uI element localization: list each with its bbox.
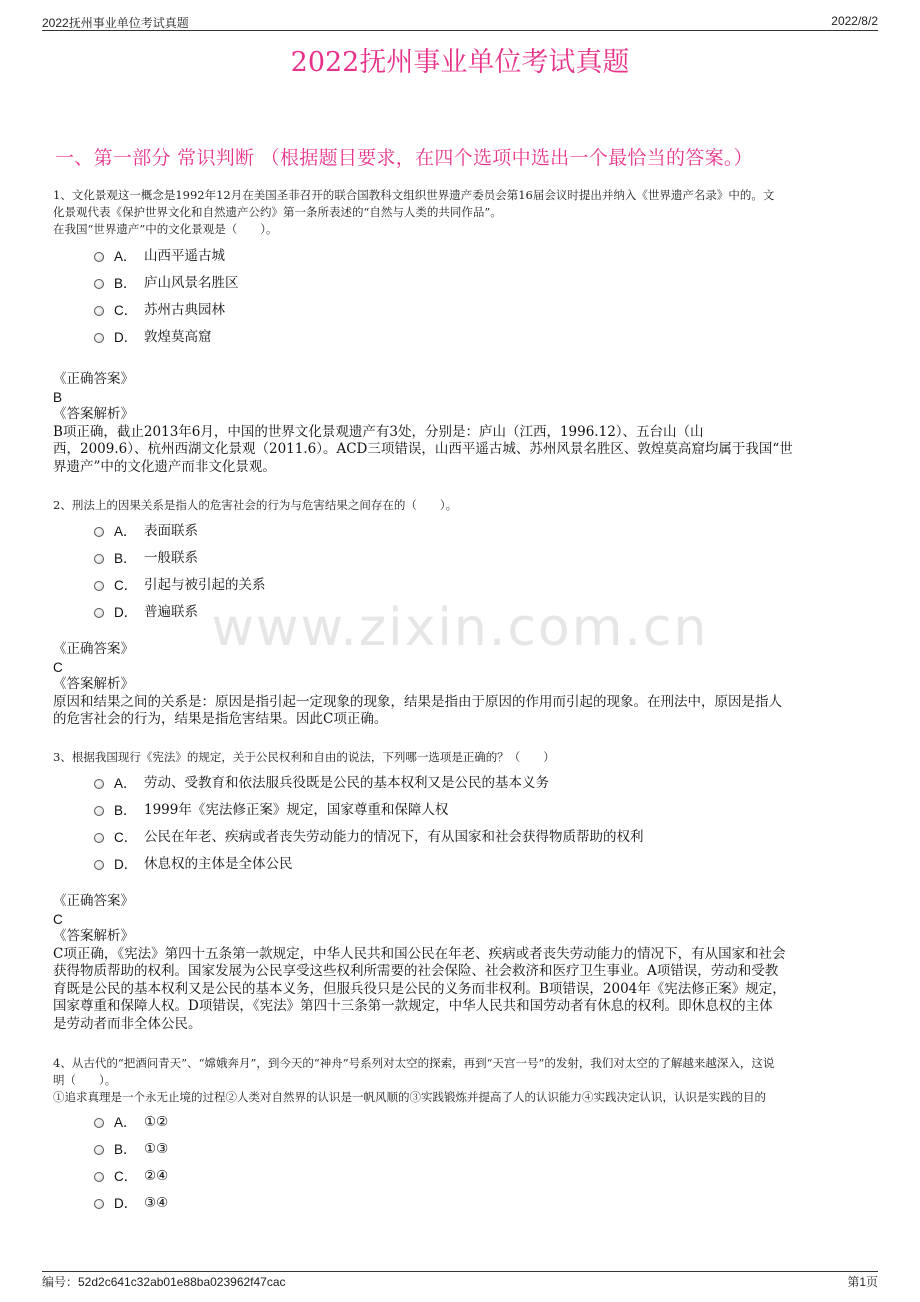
question-2 <box>53 497 866 626</box>
option-letter: C． <box>114 1169 138 1184</box>
radio-button-icon[interactable] <box>94 1172 104 1182</box>
watermark: www.zixin.com.cn <box>211 598 709 658</box>
option-b[interactable] <box>53 1136 866 1163</box>
analysis-line: 获得物质帮助的权利。国家发展为公民享受这些权利所需要的社会保险、社会救济和医疗卫生事业。A项错误，劳动和受教 <box>53 963 779 979</box>
option-letter: D． <box>114 857 138 872</box>
radio-button-icon[interactable] <box>94 279 104 289</box>
option-letter: D． <box>114 605 138 620</box>
option-text: ②④ <box>144 1168 169 1184</box>
analysis-line: 界遗产”中的文化遗产而非文化景观。 <box>53 458 276 475</box>
option-letter: A． <box>114 524 137 539</box>
question-4 <box>53 1055 866 1217</box>
option-letter: C． <box>114 303 138 318</box>
radio-button-icon[interactable] <box>94 554 104 564</box>
radio-button-icon[interactable] <box>94 1199 104 1209</box>
option-a[interactable] <box>53 1109 866 1136</box>
option-d[interactable] <box>53 599 866 626</box>
option-list <box>53 243 866 351</box>
correct-answer-label: 《正确答案》 <box>53 641 134 657</box>
option-text: 苏州古典园林 <box>144 302 225 318</box>
radio-button-icon[interactable] <box>94 860 104 870</box>
analysis-line: 的危害社会的行为，结果是指危害结果。因此C项正确。 <box>53 711 388 727</box>
question-1 <box>53 187 866 351</box>
option-text: 庐山风景名胜区 <box>144 275 239 291</box>
option-text: 引起与被引起的关系 <box>144 577 266 593</box>
option-letter: D． <box>114 330 138 345</box>
analysis-line: 国家尊重和保障人权。D项错误，《宪法》第四十三条第一款规定，中华人民共和国劳动者有休息的权利。即休息权的主体 <box>53 998 773 1014</box>
option-text: ①② <box>144 1114 169 1130</box>
option-text: 休息权的主体是全体公民 <box>144 856 293 872</box>
page-footer <box>42 1271 878 1290</box>
option-text: 敦煌莫高窟 <box>144 329 212 345</box>
option-d[interactable] <box>53 324 866 351</box>
question-stem <box>53 497 866 514</box>
option-text: ①③ <box>144 1141 169 1157</box>
radio-button-icon[interactable] <box>94 833 104 843</box>
option-letter: B． <box>114 1142 137 1157</box>
option-letter: C． <box>114 578 138 593</box>
option-c[interactable] <box>53 824 866 851</box>
stem-line: 明（ ）。 <box>53 1073 117 1087</box>
option-text: 山西平遥古城 <box>144 248 225 264</box>
analysis-line: 原因和结果之间的关系是：原因是指引起一定现象的现象，结果是指由于原因的作用而引起的现象。在刑法中，原因是指人 <box>53 693 782 710</box>
document-id: 编号：52d2c641c32ab01e88ba023962f47cac <box>42 1275 286 1289</box>
stem-line: 2、刑法上的因果关系是指人的危害社会的行为与危害结果之间存在的（ ）。 <box>53 498 458 512</box>
correct-answer: C <box>53 911 63 927</box>
option-text: 1999年《宪法修正案》规定，国家尊重和保障人权 <box>144 802 449 818</box>
option-list <box>53 770 866 878</box>
option-text: 一般联系 <box>144 550 198 566</box>
option-text: 表面联系 <box>144 523 198 539</box>
option-letter: B． <box>114 551 137 566</box>
stem-line: 4、从古代的“把酒问青天”、“嫦娥奔月”，到今天的“神舟”号系列对太空的探索，再到“天宫一号”的发射，我们对太空的了解越来越深入，这说 <box>53 1056 775 1070</box>
option-a[interactable] <box>53 770 866 797</box>
radio-button-icon[interactable] <box>94 333 104 343</box>
radio-button-icon[interactable] <box>94 581 104 591</box>
analysis-label: 《答案解析》 <box>53 406 134 422</box>
option-letter: A． <box>114 1115 137 1130</box>
page-number: 第1页 <box>847 1275 878 1289</box>
radio-button-icon[interactable] <box>94 306 104 316</box>
option-list <box>53 1109 866 1217</box>
stem-line: 化景观代表《保护世界文化和自然遗产公约》第一条所表述的“自然与人类的共同作品”。 <box>53 205 502 219</box>
analysis-line: C项正确，《宪法》第四十五条第一款规定，中华人民共和国公民在年老、疾病或者丧失劳动能力的情况下，有从国家和社会 <box>53 945 786 962</box>
correct-answer: C <box>53 659 63 675</box>
radio-button-icon[interactable] <box>94 1118 104 1128</box>
analysis-line: 是劳动者而非全体公民。 <box>53 1015 202 1032</box>
option-d[interactable] <box>53 851 866 878</box>
analysis-label: 《答案解析》 <box>53 928 134 944</box>
option-c[interactable] <box>53 1163 866 1190</box>
option-letter: A． <box>114 249 137 264</box>
header-date: 2022/8/2 <box>831 14 878 28</box>
radio-button-icon[interactable] <box>94 252 104 262</box>
question-stem <box>53 187 866 238</box>
analysis-line: 育既是公民的基本权利又是公民的基本义务，但服兵役只是公民的义务而非权利。B项错误，2004年《宪法修正案》规定， <box>53 980 786 997</box>
stem-line: 1、文化景观这一概念是1992年12月在美国圣菲召开的联合国教科文组织世界遗产委员会第16届会议时提出并纳入《世界遗产名录》中的。文 <box>53 188 775 202</box>
answer-block-3 <box>53 893 866 1033</box>
correct-answer: B <box>53 389 63 405</box>
option-text: 普遍联系 <box>144 604 198 620</box>
radio-button-icon[interactable] <box>94 779 104 789</box>
option-letter: C． <box>114 830 138 845</box>
option-text: ③④ <box>144 1195 169 1211</box>
stem-line: 3、根据我国现行《宪法》的规定，关于公民权利和自由的说法，下列哪一选项是正确的？（ ） <box>53 750 555 764</box>
option-text: 公民在年老、疾病或者丧失劳动能力的情况下，有从国家和社会获得物质帮助的权利 <box>144 829 644 845</box>
header-doc-name: 2022抚州事业单位考试真题 <box>42 16 189 30</box>
question-3 <box>53 749 866 878</box>
question-stem <box>53 749 866 766</box>
option-d[interactable] <box>53 1190 866 1217</box>
answer-block-1 <box>53 371 866 476</box>
option-b[interactable] <box>53 797 866 824</box>
question-stem <box>53 1055 866 1106</box>
option-list <box>53 518 866 626</box>
answer-block-2 <box>53 641 866 729</box>
radio-button-icon[interactable] <box>94 527 104 537</box>
radio-button-icon[interactable] <box>94 608 104 618</box>
option-b[interactable] <box>53 545 866 572</box>
option-text: 劳动、受教育和依法服兵役既是公民的基本权利又是公民的基本义务 <box>144 775 549 791</box>
analysis-label: 《答案解析》 <box>53 676 134 692</box>
analysis-line: B项正确，截止2013年6月，中国的世界文化景观遗产有3处，分别是：庐山（江西，1996.12）、五台山（山 <box>53 423 704 440</box>
page-header <box>42 12 878 31</box>
correct-answer-label: 《正确答案》 <box>53 893 134 909</box>
stem-line: 在我国“世界遗产”中的文化景观是（ ）。 <box>53 222 278 236</box>
radio-button-icon[interactable] <box>94 1145 104 1155</box>
radio-button-icon[interactable] <box>94 806 104 816</box>
option-c[interactable] <box>53 572 866 599</box>
analysis-line: 西，2009.6）、杭州西湖文化景观（2011.6）。ACD三项错误，山西平遥古城、苏州风景名胜区、敦煌莫高窟均属于我国“世 <box>53 441 793 457</box>
option-letter: A． <box>114 776 137 791</box>
option-letter: B． <box>114 803 137 818</box>
correct-answer-label: 《正确答案》 <box>53 371 134 387</box>
section-heading: 一、第一部分 常识判断 （根据题目要求，在四个选项中选出一个最恰当的答案。） <box>55 147 753 169</box>
option-a[interactable] <box>53 243 866 270</box>
option-b[interactable] <box>53 270 866 297</box>
option-letter: B． <box>114 276 137 291</box>
document-title: 2022抚州事业单位考试真题 <box>290 47 630 78</box>
stem-line: ①追求真理是一个永无止境的过程②人类对自然界的认识是一帆风顺的③实践锻炼并提高了人的认识能力④实践决定认识，认识是实践的目的 <box>53 1090 766 1104</box>
option-letter: D． <box>114 1196 138 1211</box>
option-a[interactable] <box>53 518 866 545</box>
option-c[interactable] <box>53 297 866 324</box>
